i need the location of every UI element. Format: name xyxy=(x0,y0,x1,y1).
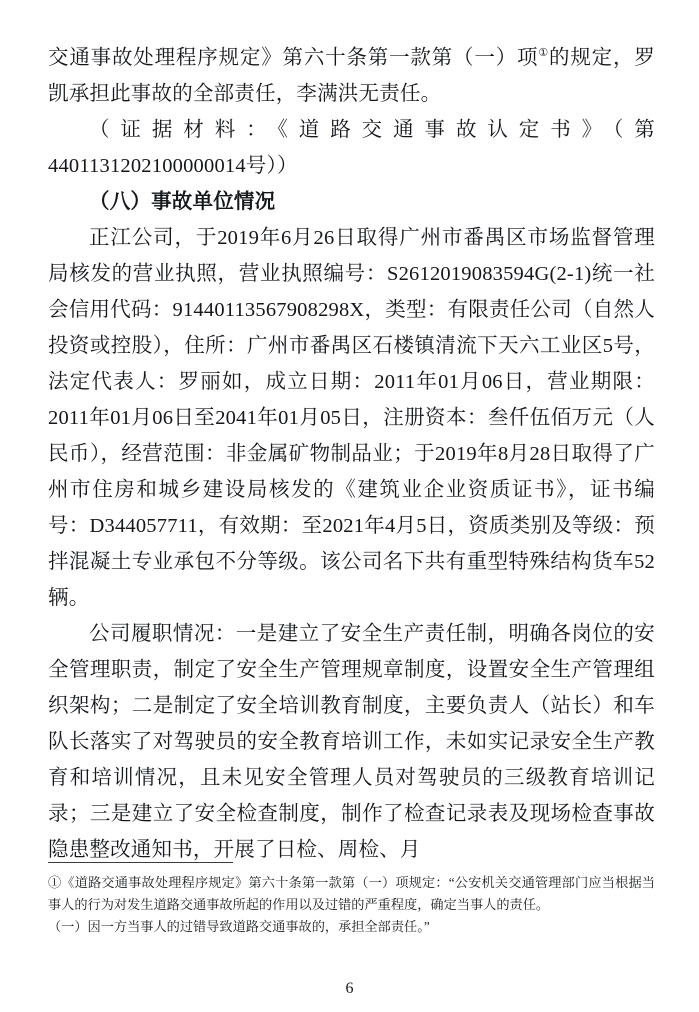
paragraph-company-info: 正江公司，于2019年6月26日取得广州市番禺区市场监督管理局核发的营业执照，营业执照编号：S2612019083594G(2-1)统一社会信用代码：91440113567908298X，类型：有限责任公司（自然人投资或控股），住所：广州市番禺区石楼镇清流下天六工业区5号，法定代表人：罗丽如，成立日期：2011年01月06日，营业期限：2011年01月06日至2041年01月05日，注册资本：叁仟伍佰万元（人民币），经营范围：非金属矿物制品业；于2019年8月28日取得了广州市住房和城乡建设局核发的《建筑业企业资质证书》，证书编号：D344057711，有效期：至2021年4月5日，资质类别及等级：预拌混凝土专业承包不分等级。该公司名下共有重型特殊结构货车52辆。 xyxy=(48,227,655,609)
paragraph-text-before-note: 交通事故处理程序规定》第六十条第一款第（一）项 xyxy=(48,47,539,69)
paragraph-company-duty-performance: 公司履职情况：一是建立了安全生产责任制，明确各岗位的安全管理职责，制定了安全生产管理规章制度，设置安全生产管理组织架构；二是制定了安全培训教育制度，主要负责人（站长）和车队长落实了对驾驶员的安全教育培训工作，未如实记录安全生产教育和培训情况，且未见安全管理人员对驾驶员的三级教育培训记录；三是建立了安全检查制度，制作了检查记录表及现场检查事故隐患整改通知书，开展了日检、周检、月 xyxy=(48,623,655,861)
footnote-divider xyxy=(48,862,233,863)
footnote-line-1: ①《道路交通事故处理程序规定》第六十条第一款第（一）项规定：“公安机关交通管理部门应当根据当事人的行为对发生道路交通事故所起的作用以及过错的严重程度，确定当事人的责任。 xyxy=(48,875,655,912)
footnote-line-2: （一）因一方当事人的过错导致道路交通事故的，承担全部责任。” xyxy=(48,919,430,934)
section-heading-accident-unit: （八）事故单位情况 xyxy=(89,191,276,213)
footnote-area xyxy=(48,862,655,938)
paragraph-evidence-material: （证据材料：《道路交通事故认定书》（第4401131202100000014号）） xyxy=(48,119,655,177)
page-number: 6 xyxy=(345,980,354,997)
document-body xyxy=(48,40,655,868)
footnote-reference-marker: ① xyxy=(538,47,550,60)
paragraph-continuation xyxy=(48,40,655,112)
paragraph-text-after-note: 的规定，罗凯承担此事故的全部责任，李满洪无责任。 xyxy=(48,47,656,105)
